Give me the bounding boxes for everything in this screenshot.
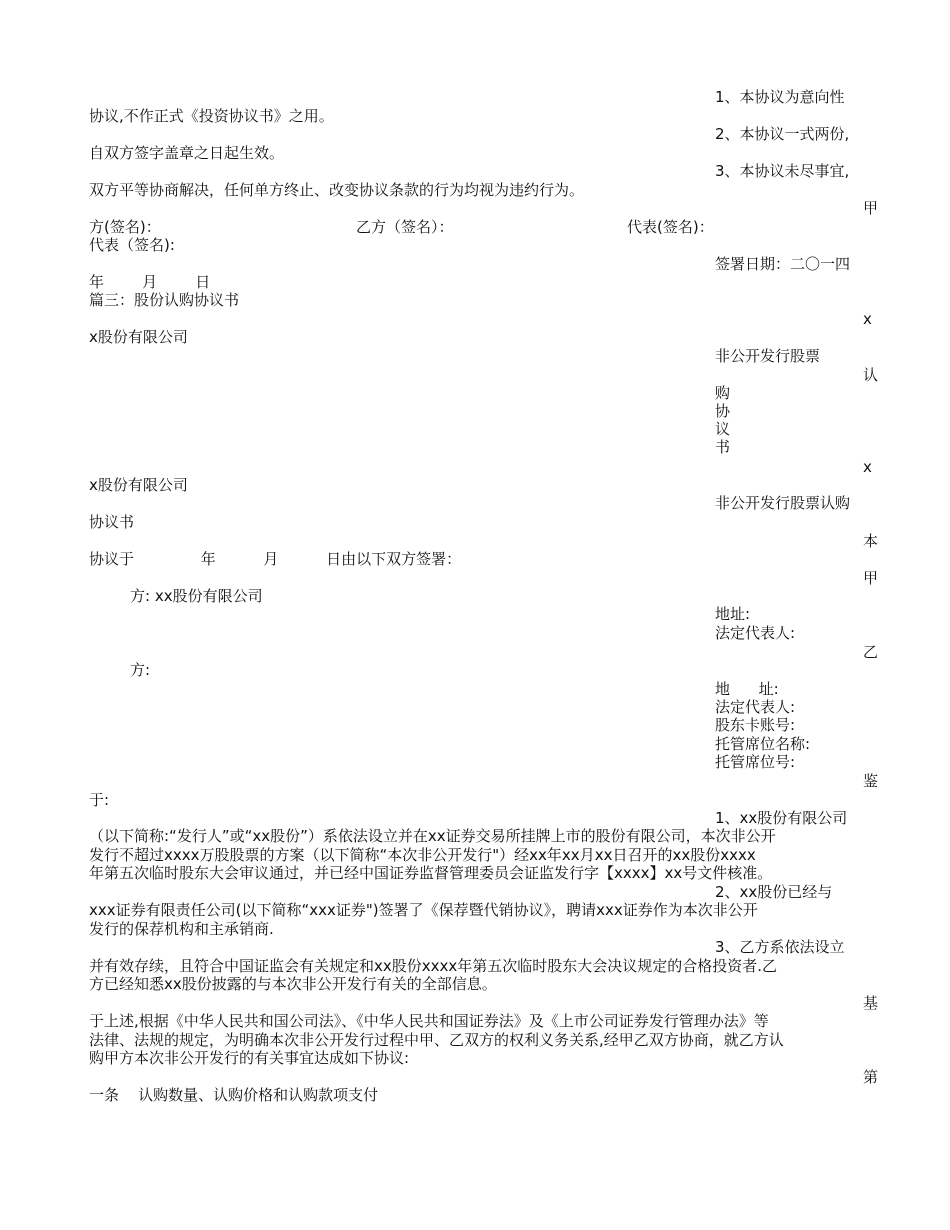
recital-1-start: 1、xx股份有限公司 bbox=[715, 809, 848, 827]
signing-statement: 协议于 年 月 日由以下双方签署： bbox=[89, 550, 462, 568]
article-1-heading: 一条 认购数量、认购价格和认购款项支付 bbox=[89, 1086, 379, 1104]
recital-2-line-1: xxx证券有限责任公司(以下简称“xxx证券")签署了《保荐暨代销协议》，聘请xxx证券作为本次非公开 bbox=[89, 901, 758, 919]
recitals-label: 于: bbox=[89, 791, 110, 809]
agreement-label: 协议书 bbox=[89, 513, 135, 531]
party-b-seat-name: 托管席位名称: bbox=[715, 735, 811, 753]
recital-1-line-1: （以下简称:“发行人”或“xx股份”）系依法设立并在xx证券交易所挂牌上市的股份有限公司，本次非公开 bbox=[89, 827, 776, 845]
recital-3-line-2: 方已经知悉xx股份披露的与本次非公开发行有关的全部信息。 bbox=[89, 975, 497, 993]
edge-char-ji: 基 bbox=[863, 994, 879, 1012]
section-title: 篇三：股份认购协议书 bbox=[89, 291, 240, 309]
edge-char-ben: 本 bbox=[863, 532, 879, 550]
signature-party-a: 方(签名)： bbox=[89, 218, 161, 236]
edge-char-yi: 乙 bbox=[863, 643, 879, 661]
nonpublic-issue-1: 非公开发行股票 bbox=[715, 347, 821, 365]
basis-line-1: 于上述,根据《中华人民共和国公司法》、《中华人民共和国证券法》及《上市公司证券发行管理办法》等 bbox=[89, 1012, 769, 1030]
signature-representative-a: 代表（签名): bbox=[89, 236, 175, 254]
party-a-address: 地址: bbox=[715, 605, 751, 623]
clause-1-end: 协议,不作正式《投资协议书》之用。 bbox=[89, 107, 334, 125]
party-b-label: 方: bbox=[130, 661, 151, 679]
vertical-title: 购 协 议 书 bbox=[715, 384, 731, 456]
party-a-name: 方: xx股份有限公司 bbox=[130, 587, 263, 605]
recital-1-line-2: 发行不超过xxxx万股股票的方案（以下简称“本次非公开发行"）经xx年xx月xx日召开的xx股份xxxx bbox=[89, 846, 756, 864]
signing-date: 签署日期：二〇一四 bbox=[715, 255, 851, 273]
company-name-2: x股份有限公司 bbox=[89, 476, 188, 494]
clause-2-end: 自双方签字盖章之日起生效。 bbox=[89, 144, 285, 162]
clause-2-start: 2、本协议一式两份, bbox=[715, 125, 850, 143]
signature-party-b: 乙方（签名）： bbox=[356, 218, 454, 236]
date-placeholder: 年 月 日 bbox=[89, 273, 211, 291]
clause-3-end: 双方平等协商解决，任何单方终止、改变协议条款的行为均视为违约行为。 bbox=[89, 181, 585, 199]
edge-char-jia: 甲 bbox=[863, 199, 879, 217]
company-name-1: x股份有限公司 bbox=[89, 328, 188, 346]
recital-2-line-2: 发行的保荐机构和主承销商. bbox=[89, 920, 274, 938]
edge-char-x2: x bbox=[863, 458, 872, 476]
edge-char-jia-2: 甲 bbox=[863, 569, 879, 587]
nonpublic-issue-2: 非公开发行股票认购 bbox=[715, 494, 851, 512]
signature-representative-b: 代表(签名)： bbox=[627, 218, 714, 236]
edge-char-ren: 认 bbox=[863, 366, 879, 384]
clause-3-start: 3、本协议未尽事宜, bbox=[715, 162, 850, 180]
recital-3-line-1: 并有效存续，且符合中国证监会有关规定和xx股份xxxx年第五次临时股东大会决议规定的合格投资者.乙 bbox=[89, 957, 778, 975]
edge-char-jian: 鉴 bbox=[863, 772, 879, 790]
party-a-legal-rep: 法定代表人: bbox=[715, 624, 796, 642]
basis-line-3: 购甲方本次非公开发行的有关事宜达成如下协议: bbox=[89, 1049, 410, 1067]
recital-3-start: 3、乙方系依法设立 bbox=[715, 938, 845, 956]
party-b-seat-number: 托管席位号: bbox=[715, 753, 796, 771]
clause-1-start: 1、本协议为意向性 bbox=[715, 88, 845, 106]
party-b-account: 股东卡账号: bbox=[715, 716, 796, 734]
party-b-legal-rep: 法定代表人: bbox=[715, 698, 796, 716]
basis-line-2: 法律、法规的规定，为明确本次非公开发行过程中甲、乙双方的权利义务关系,经甲乙双方协商，就乙方认 bbox=[89, 1031, 784, 1049]
party-b-address: 地 址: bbox=[715, 680, 779, 698]
edge-char-di: 第 bbox=[863, 1068, 879, 1086]
edge-char-x1: x bbox=[863, 310, 872, 328]
recital-2-start: 2、xx股份已经与 bbox=[715, 883, 833, 901]
recital-1-line-3: 年第五次临时股东大会审议通过，并已经中国证券监督管理委员会证监发行字【xxxx】xx号文件核准。 bbox=[89, 864, 773, 882]
